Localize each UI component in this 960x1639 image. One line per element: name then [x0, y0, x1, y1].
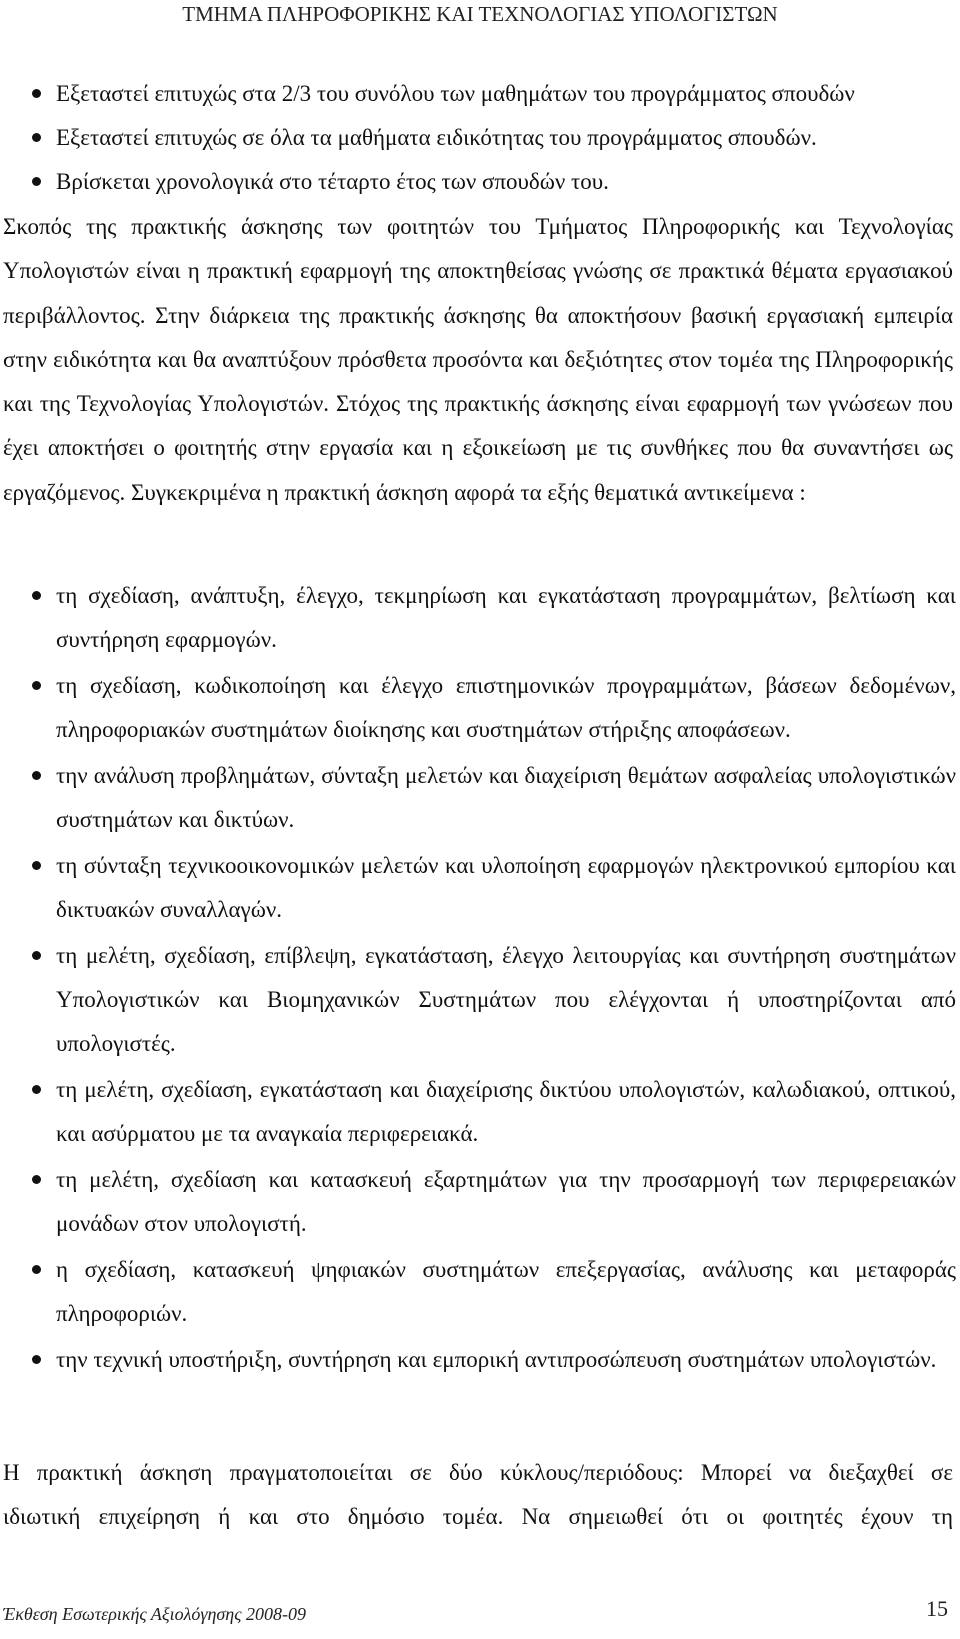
bullet-icon — [32, 1175, 41, 1184]
topics-list — [0, 574, 960, 1384]
list-item — [0, 934, 956, 1066]
purpose-paragraph: Σκοπός της πρακτικής άσκησης των φοιτητών του Τμήματος Πληροφορικής και Τεχνολογίας Υπολογιστών είναι η πρακτική εφαρμογή της αποκτηθείσας γνώσης σε πρακτικά θέματα εργασιακού περιβάλλοντος. Στην διάρκεια της πρακτικής άσκησης θα αποκτήσουν βασική εργασιακή εμπειρία στην ειδικότητα και θα αναπτύξουν πρόσθετα προσόντα και δεξιότητες στον τομέα της Πληροφορικής και της Τεχνολογίας Υπολογιστών. Στόχος της πρακτικής άσκησης είναι εφαρμογή των γνώσεων που έχει αποκτήσει ο φοιτητής στην εργασία και η εξοικείωση με τις συνθήκες που θα συναντήσει ως εργαζόμενος. Συγκεκριμένα η πρακτική άσκηση αφορά τα εξής θεματικά αντικείμενα : — [3, 214, 953, 505]
bullet-icon — [32, 1265, 41, 1274]
bullet-icon — [32, 1355, 41, 1364]
list-item — [0, 1248, 956, 1336]
bullet-icon — [32, 133, 41, 142]
list-item-text: την ανάλυση προβλημάτων, σύνταξη μελετών και διαχείριση θεμάτων ασφαλείας υπολογιστικών συστημάτων και δικτύων. — [56, 763, 956, 832]
bullet-icon — [32, 681, 41, 690]
paragraph-line: Η πρακτική άσκηση πραγματοποιείται σε δύο κύκλους/περιόδους: Μπορεί να διεξαχθεί σε — [3, 1460, 953, 1485]
list-item-text: τη σχεδίαση, ανάπτυξη, έλεγχο, τεκμηρίωση και εγκατάσταση προγραμμάτων, βελτίωση και συντήρηση εφαρμογών. — [56, 583, 956, 652]
list-item — [0, 754, 956, 842]
list-item-text: τη σύνταξη τεχνικοοικονομικών μελετών και υλοποίηση εφαρμογών ηλεκτρονικού εμπορίου και δικτυακών συναλλαγών. — [56, 853, 956, 922]
list-item — [0, 1338, 956, 1382]
list-item-text: τη μελέτη, σχεδίαση, επίβλεψη, εγκατάσταση, έλεγχο λειτουργίας και συντήρηση συστημάτων Υπολογιστικών και Βιομηχανικών Συστημάτων που ελέγχονται ή υποστηρίζονται από υπολογιστές. — [56, 943, 956, 1056]
list-item — [0, 116, 960, 160]
list-item-text: Βρίσκεται χρονολογικά στο τέταρτο έτος των σπουδών του. — [56, 169, 609, 194]
list-item-text: τη σχεδίαση, κωδικοποίηση και έλεγχο επιστημονικών προγραμμάτων, βάσεων δεδομένων, πληροφοριακών συστημάτων διοίκησης και συστημάτων στήριξης αποφάσεων. — [56, 673, 956, 742]
bullet-icon — [32, 951, 41, 960]
list-item — [0, 844, 956, 932]
bullet-icon — [32, 861, 41, 870]
list-item — [0, 1068, 956, 1156]
bullet-icon — [32, 771, 41, 780]
list-item — [0, 664, 956, 752]
requirements-list — [0, 72, 960, 204]
page-header: ΤΜΗΜΑ ΠΛΗΡΟΦΟΡΙΚΗΣ ΚΑΙ ΤΕΧΝΟΛΟΓΙΑΣ ΥΠΟΛΟΓΙΣΤΩΝ — [182, 2, 778, 26]
list-item-text: Εξεταστεί επιτυχώς σε όλα τα μαθήματα ειδικότητας του προγράμματος σπουδών. — [56, 125, 817, 150]
list-item-text: η σχεδίαση, κατασκευή ψηφιακών συστημάτων επεξεργασίας, ανάλυσης και μεταφοράς πληροφοριών. — [56, 1257, 956, 1326]
list-item — [0, 160, 960, 204]
list-item-text: τη μελέτη, σχεδίαση και κατασκευή εξαρτημάτων για την προσαρμογή των περιφερειακών μονάδων στον υπολογιστή. — [56, 1167, 956, 1236]
bullet-icon — [32, 1085, 41, 1094]
page-number: 15 — [926, 1596, 948, 1621]
list-item — [0, 1158, 956, 1246]
practice-cycles-paragraph — [3, 1451, 953, 1540]
bullet-icon — [32, 591, 41, 600]
list-item — [0, 72, 960, 116]
footer-title: Έκθεση Εσωτερικής Αξιολόγησης 2008-09 — [3, 1604, 307, 1624]
list-item-text: την τεχνική υποστήριξη, συντήρηση και εμπορική αντιπροσώπευση συστημάτων υπολογιστών. — [56, 1347, 937, 1372]
bullet-icon — [32, 177, 41, 186]
paragraph-line: ιδιωτική επιχείρηση ή και στο δημόσιο τομέα. Να σημειωθεί ότι οι φοιτητές έχουν τη — [3, 1504, 953, 1530]
bullet-icon — [32, 89, 41, 98]
list-item-text: τη μελέτη, σχεδίαση, εγκατάσταση και διαχείρισης δικτύου υπολογιστών, καλωδιακού, οπτικού, και ασύρματου με τα αναγκαία περιφερειακά. — [56, 1077, 956, 1146]
list-item — [0, 574, 956, 662]
list-item-text: Εξεταστεί επιτυχώς στα 2/3 του συνόλου των μαθημάτων του προγράμματος σπουδών — [56, 81, 855, 106]
